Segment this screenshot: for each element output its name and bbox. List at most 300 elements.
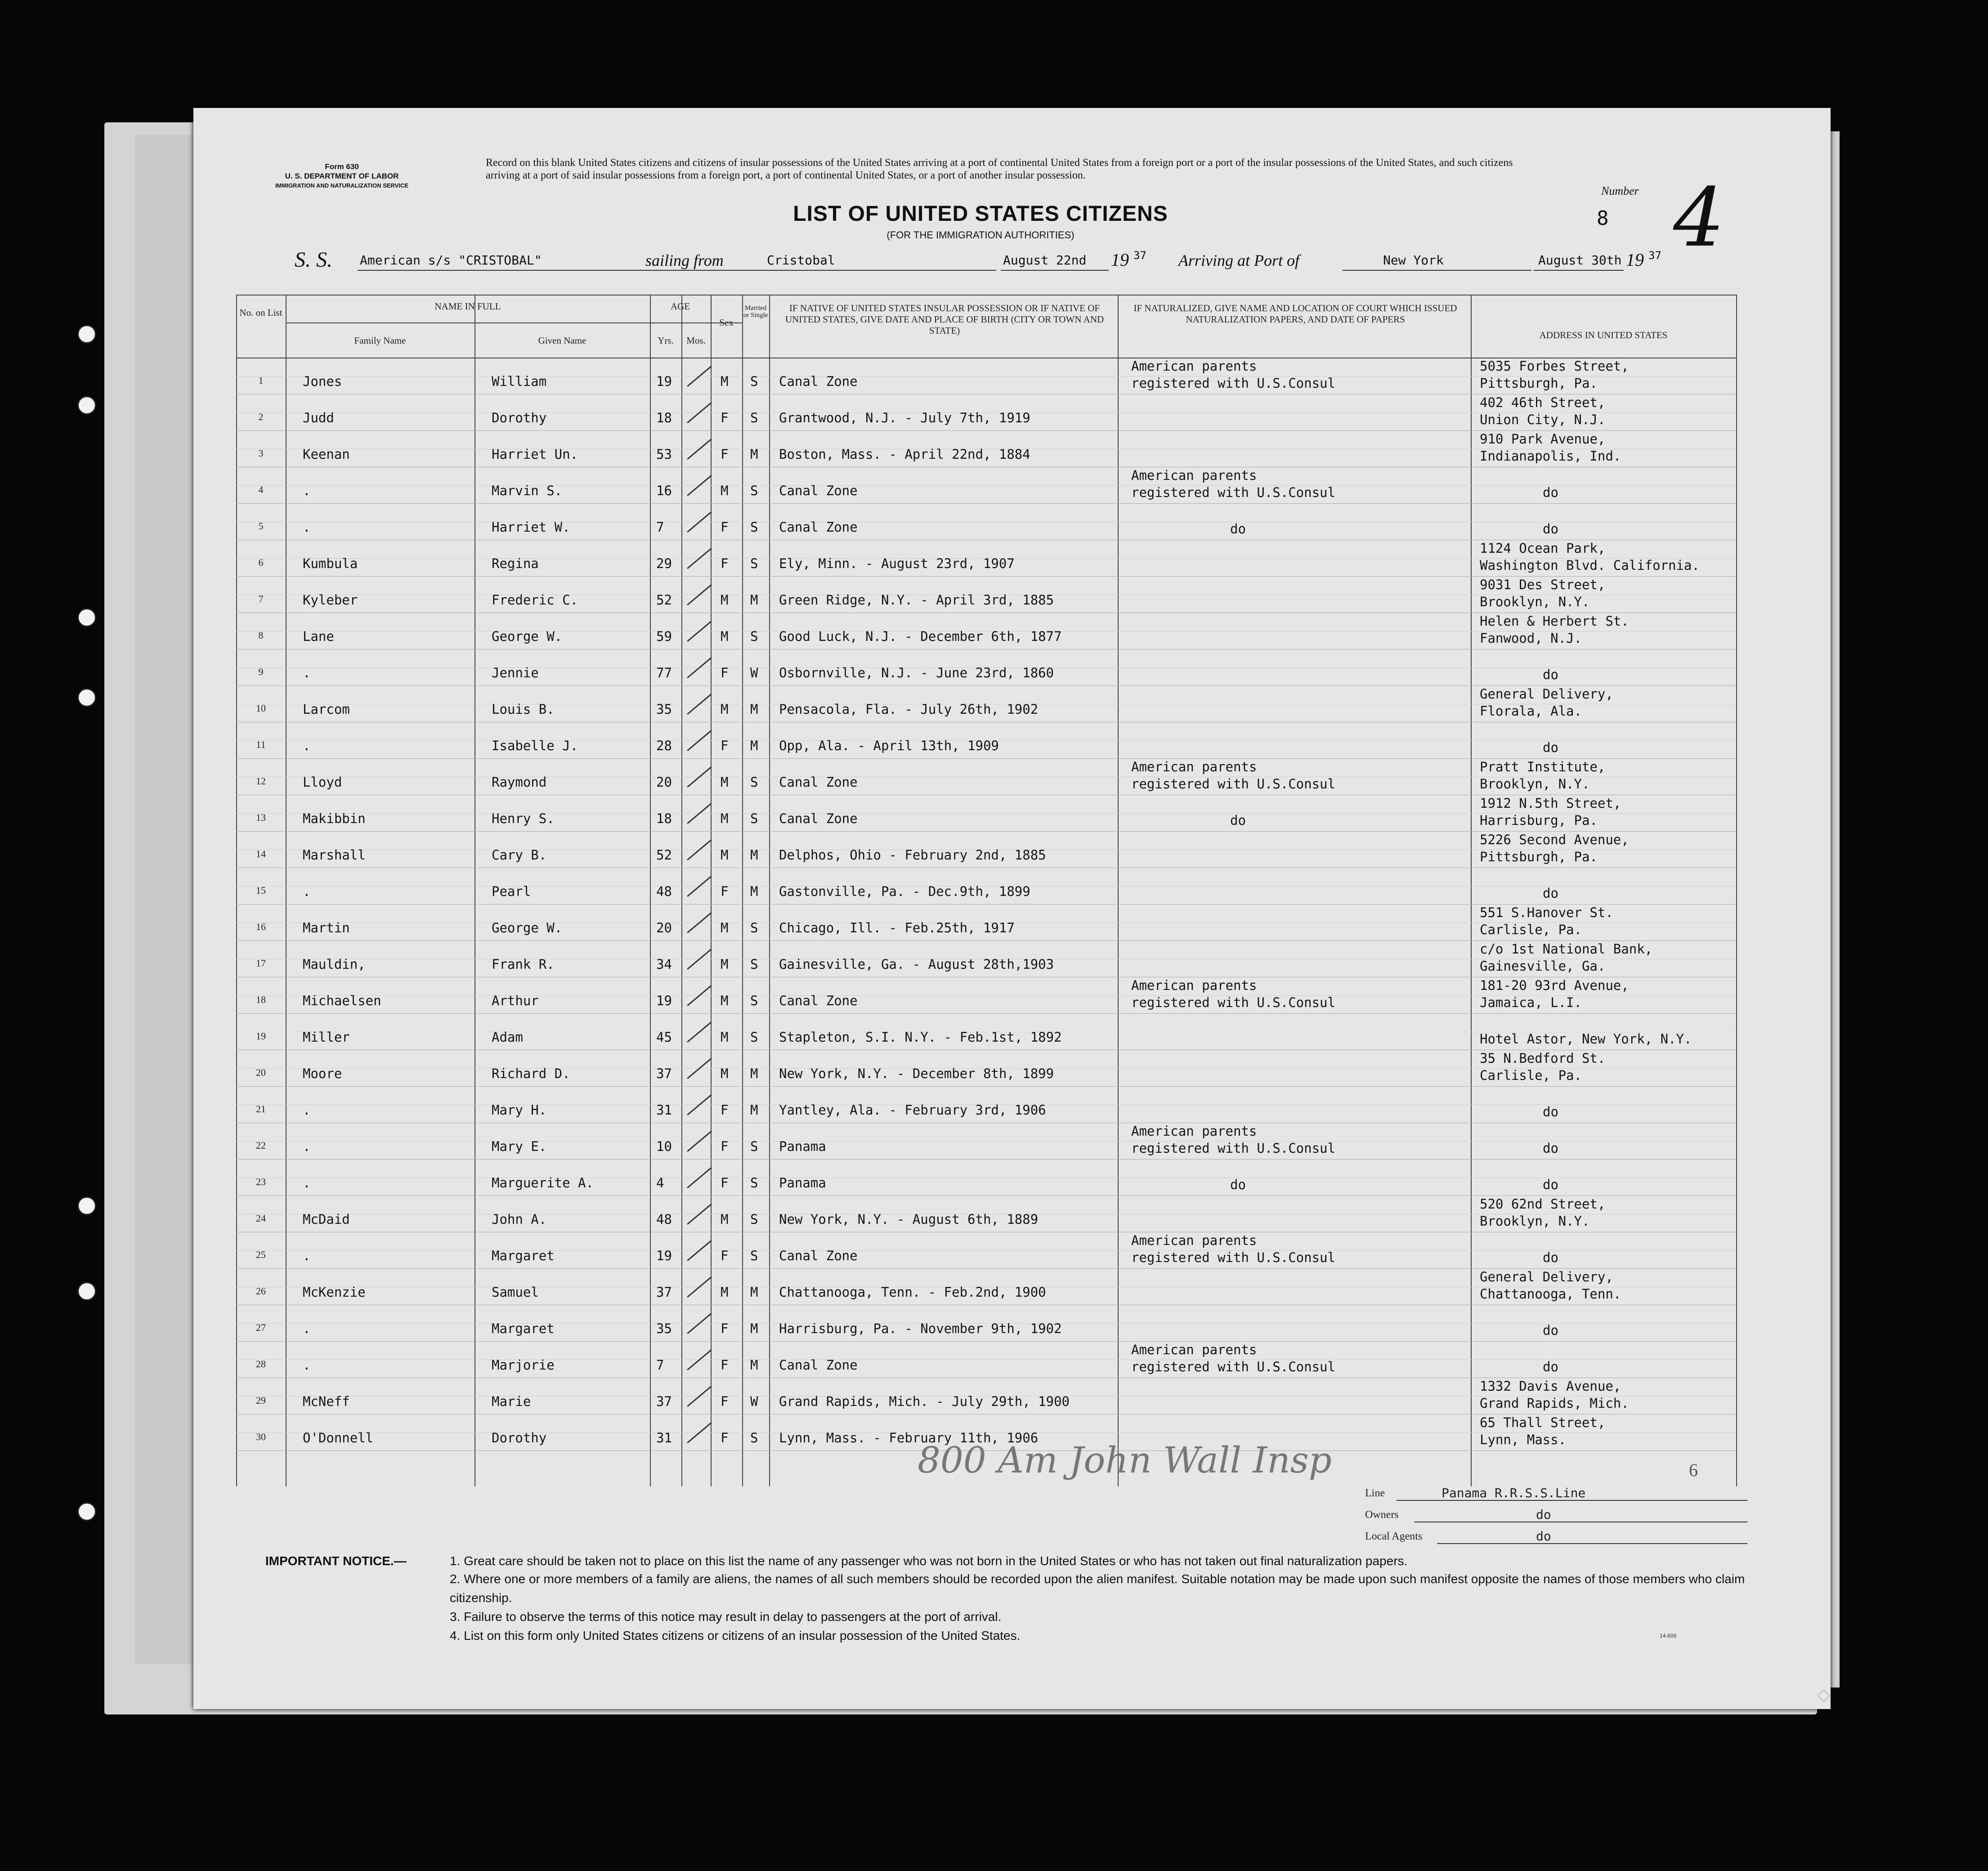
given-name: Pearl	[492, 884, 531, 899]
row-rule	[236, 685, 1736, 686]
row-number: 25	[256, 1249, 266, 1260]
row-number: 7	[258, 593, 264, 604]
age-years: 59	[656, 629, 672, 644]
marital-status: W	[750, 665, 758, 680]
marital-status: M	[750, 884, 758, 899]
given-name: Marvin S.	[492, 483, 563, 498]
sex: F	[721, 410, 729, 425]
col-yrs: Yrs.	[658, 335, 674, 346]
family-name: .	[303, 1139, 311, 1154]
naturalization-line2: registered with U.S.Consul	[1131, 485, 1335, 500]
row-number: 15	[256, 885, 266, 896]
given-name: Marguerite A.	[492, 1175, 594, 1191]
address-line2: Fanwood, N.J.	[1480, 631, 1582, 646]
row-number: 21	[256, 1103, 266, 1115]
birth-place-date: Pensacola, Fla. - July 26th, 1902	[779, 702, 1039, 717]
row-number: 16	[256, 921, 266, 932]
departure-year: 37	[1133, 249, 1146, 262]
birth-place-date: Canal Zone	[779, 1357, 858, 1373]
given-name: Margaret	[492, 1321, 555, 1336]
given-name: Mary H.	[492, 1102, 547, 1118]
row-rule	[236, 576, 1736, 577]
sex: F	[721, 447, 729, 462]
age-years: 52	[656, 592, 672, 608]
family-name: Lane	[303, 629, 334, 644]
sex: F	[721, 1102, 729, 1118]
departure-port: Cristobal	[767, 253, 835, 268]
row-rule	[236, 430, 1736, 431]
arrival-date: August 30th	[1538, 253, 1622, 268]
birth-place-date: Canal Zone	[779, 993, 858, 1008]
row-number: 22	[256, 1140, 266, 1151]
marital-status: S	[750, 410, 758, 425]
family-name: Keenan	[303, 447, 350, 462]
marital-status: M	[750, 1357, 758, 1373]
family-name: Marshall	[303, 847, 366, 863]
sex: M	[721, 1285, 729, 1300]
page-mark: 6	[1689, 1460, 1698, 1480]
family-name: .	[303, 1357, 311, 1373]
age-years: 48	[656, 1212, 672, 1227]
sex: F	[721, 1139, 729, 1154]
sex: F	[721, 1430, 729, 1446]
address-line2: do	[1543, 667, 1558, 682]
row-number: 9	[258, 666, 264, 677]
naturalization-line2: registered with U.S.Consul	[1131, 1359, 1335, 1374]
row-rule	[236, 758, 1736, 759]
naturalization-line2: registered with U.S.Consul	[1131, 1250, 1335, 1265]
row-number: 29	[256, 1395, 266, 1406]
family-name: .	[303, 519, 311, 535]
family-name: .	[303, 1321, 311, 1336]
marital-status: M	[750, 1285, 758, 1300]
birth-place-date: Chicago, Ill. - Feb.25th, 1917	[779, 920, 1015, 936]
row-number: 26	[256, 1285, 266, 1297]
family-name: Moore	[303, 1066, 342, 1081]
address-line2: Pittsburgh, Pa.	[1480, 849, 1598, 864]
page-title: LIST OF UNITED STATES CITIZENS	[793, 202, 1168, 226]
punch-hole	[77, 1282, 96, 1301]
given-name: Marie	[492, 1394, 531, 1409]
address-line2: Grand Rapids, Mich.	[1480, 1396, 1629, 1411]
age-years: 20	[656, 920, 672, 936]
age-years: 34	[656, 957, 672, 972]
row-number: 4	[258, 484, 264, 495]
birth-place-date: Ely, Minn. - August 23rd, 1907	[779, 556, 1015, 571]
address-line1: 402 46th Street,	[1480, 395, 1606, 410]
family-name: Lloyd	[303, 774, 342, 790]
address-line2: do	[1543, 1141, 1558, 1156]
corner-mark: ◇	[1817, 1684, 1831, 1704]
age-years: 37	[656, 1066, 672, 1081]
family-name: Kyleber	[303, 592, 358, 608]
notice-item: 4. List on this form only United States citizens or citizens of an insular possession of the United States.	[450, 1629, 1021, 1643]
naturalization-line2: do	[1230, 1177, 1246, 1192]
family-name: Miller	[303, 1029, 350, 1045]
given-name: John A.	[492, 1212, 547, 1227]
age-years: 77	[656, 665, 672, 680]
departure-date: August 22nd	[1003, 253, 1087, 268]
marital-status: S	[750, 483, 758, 498]
owners-label: Owners	[1365, 1509, 1399, 1521]
address-line2: Washington Blvd. California.	[1480, 558, 1700, 573]
given-name: Adam	[492, 1029, 523, 1045]
given-name: Dorothy	[492, 1430, 547, 1446]
col-no: No. on List	[239, 307, 282, 318]
row-subrule	[236, 1250, 1736, 1251]
row-number: 12	[256, 775, 266, 787]
form-identifier	[265, 162, 418, 190]
address-line1: 65 Thall Street,	[1480, 1415, 1606, 1430]
marital-status: M	[750, 847, 758, 863]
agents-label: Local Agents	[1365, 1531, 1423, 1542]
family-name: .	[303, 483, 311, 498]
birth-place-date: Gastonville, Pa. - Dec.9th, 1899	[779, 884, 1030, 899]
marital-status: S	[750, 519, 758, 535]
address-line2: do	[1543, 485, 1558, 500]
sex: M	[721, 1066, 729, 1081]
age-years: 4	[656, 1175, 664, 1191]
given-name: Cary B.	[492, 847, 547, 863]
birth-place-date: Canal Zone	[779, 374, 858, 389]
address-line1: c/o 1st National Bank,	[1480, 941, 1653, 957]
sex: F	[721, 556, 729, 571]
number-label: Number	[1601, 184, 1639, 197]
address-line1: 9031 Des Street,	[1480, 577, 1606, 592]
age-years: 45	[656, 1029, 672, 1045]
birth-place-date: Osbornville, N.J. - June 23rd, 1860	[779, 665, 1054, 680]
notice-heading: IMPORTANT NOTICE.—	[265, 1554, 407, 1568]
address-line1: 910 Park Avenue,	[1480, 431, 1606, 447]
birth-place-date: Boston, Mass. - April 22nd, 1884	[779, 447, 1030, 462]
given-name: Regina	[492, 556, 539, 571]
owners-value: do	[1536, 1507, 1551, 1522]
row-number: 13	[256, 812, 266, 823]
marital-status: S	[750, 556, 758, 571]
given-name: Isabelle J.	[492, 738, 578, 753]
age-years: 37	[656, 1394, 672, 1409]
marital-status: S	[750, 374, 758, 389]
address-line1: 1124 Ocean Park,	[1480, 541, 1606, 556]
birth-place-date: New York, N.Y. - December 8th, 1899	[779, 1066, 1054, 1081]
row-number: 24	[256, 1213, 266, 1224]
sex: M	[721, 702, 729, 717]
given-name: Raymond	[492, 774, 547, 790]
birth-place-date: Canal Zone	[779, 774, 858, 790]
birth-place-date: Chattanooga, Tenn. - Feb.2nd, 1900	[779, 1285, 1046, 1300]
row-number: 2	[258, 411, 264, 422]
row-number: 10	[256, 703, 266, 714]
age-years: 28	[656, 738, 672, 753]
col-age: AGE	[670, 301, 690, 312]
family-name: Larcom	[303, 702, 350, 717]
address-line2: do	[1543, 1250, 1558, 1265]
birth-place-date: Lynn, Mass. - February 11th, 1906	[779, 1430, 1039, 1446]
age-years: 35	[656, 1321, 672, 1336]
address-line2: Carlisle, Pa.	[1480, 922, 1582, 937]
sex: M	[721, 811, 729, 826]
marital-status: S	[750, 1248, 758, 1263]
address-line2: Brooklyn, N.Y.	[1480, 594, 1590, 609]
row-rule	[236, 1341, 1736, 1342]
address-line2: Brooklyn, N.Y.	[1480, 776, 1590, 792]
birth-place-date: Harrisburg, Pa. - November 9th, 1902	[779, 1321, 1062, 1336]
sex: F	[721, 884, 729, 899]
age-years: 19	[656, 1248, 672, 1263]
sex: M	[721, 993, 729, 1008]
birth-place-date: Canal Zone	[779, 483, 858, 498]
row-rule	[236, 1268, 1736, 1269]
family-name: .	[303, 1248, 311, 1263]
family-name: .	[303, 738, 311, 753]
birth-place-date: Canal Zone	[779, 811, 858, 826]
family-name: Mauldin,	[303, 957, 366, 972]
top-instruction: Record on this blank United States citizens and citizens of insular possessions of the United States arriving at a port of continental United States from a foreign port or a port of the insular possessions of the United States, and such citizens arriving at a port of said insular possessions from a foreign port, a port of continental United States, or a port of another insular possession.	[486, 157, 1513, 181]
family-name: Martin	[303, 920, 350, 936]
age-years: 10	[656, 1139, 672, 1154]
naturalization-line2: registered with U.S.Consul	[1131, 776, 1335, 792]
given-name: Dorothy	[492, 410, 547, 425]
age-years: 29	[656, 556, 672, 571]
sex: M	[721, 374, 729, 389]
naturalization-line1: American parents	[1131, 468, 1257, 483]
sex: M	[721, 1212, 729, 1227]
address-line1: 35 N.Bedford St.	[1480, 1051, 1606, 1066]
punch-hole	[77, 1502, 96, 1521]
notice-item: 1. Great care should be taken not to place on this list the name of any passenger who was not born in the United States or who has not taken out final naturalization papers.	[450, 1554, 1408, 1568]
marital-status: S	[750, 1029, 758, 1045]
family-name: .	[303, 884, 311, 899]
address-line2: do	[1543, 1177, 1558, 1192]
year-prefix-depart: 19	[1111, 250, 1129, 270]
notice-item: 2. Where one or more members of a family are aliens, the names of all such members should be recorded upon the alien manifest. Suitable notation may be made upon such manifest opposite the names of those members who claim citizenship.	[450, 1572, 1745, 1605]
family-name: Makibbin	[303, 811, 366, 826]
naturalization-line1: American parents	[1131, 1123, 1257, 1139]
birth-place-date: Good Luck, N.J. - December 6th, 1877	[779, 629, 1062, 644]
col-married: Married or Single	[743, 304, 768, 319]
naturalization-line1: American parents	[1131, 759, 1257, 774]
age-years: 18	[656, 410, 672, 425]
given-name: Richard D.	[492, 1066, 570, 1081]
marital-status: S	[750, 1212, 758, 1227]
row-number: 23	[256, 1176, 266, 1187]
family-name: Kumbula	[303, 556, 358, 571]
given-name: George W.	[492, 920, 563, 936]
sex: F	[721, 519, 729, 535]
birth-place-date: Grantwood, N.J. - July 7th, 1919	[779, 410, 1030, 425]
sex: M	[721, 1029, 729, 1045]
sex: F	[721, 738, 729, 753]
given-name: Jennie	[492, 665, 539, 680]
birth-place-date: Canal Zone	[779, 519, 858, 535]
address-line2: Union City, N.J.	[1480, 412, 1606, 427]
row-rule	[236, 1013, 1736, 1014]
marital-status: M	[750, 1102, 758, 1118]
address-line2: Florala, Ala.	[1480, 703, 1582, 719]
row-number: 14	[256, 848, 266, 859]
sailing-label: sailing from	[645, 251, 724, 269]
family-name: Jones	[303, 374, 342, 389]
marital-status: S	[750, 1175, 758, 1191]
row-number: 19	[256, 1030, 266, 1042]
notice-item: 3. Failure to observe the terms of this notice may result in delay to passengers at the port of arrival.	[450, 1610, 1002, 1624]
address-line1: 181-20 93rd Avenue,	[1480, 978, 1629, 993]
row-rule	[236, 1086, 1736, 1087]
birth-place-date: Panama	[779, 1139, 826, 1154]
address-line2: do	[1543, 886, 1558, 901]
age-years: 19	[656, 993, 672, 1008]
given-name: George W.	[492, 629, 563, 644]
family-name: .	[303, 665, 311, 680]
sex: M	[721, 774, 729, 790]
marital-status: M	[750, 738, 758, 753]
birth-place-date: Stapleton, S.I. N.Y. - Feb.1st, 1892	[779, 1029, 1062, 1045]
age-years: 16	[656, 483, 672, 498]
form-number: Form 630	[325, 162, 359, 171]
col-given-name: Given Name	[538, 335, 587, 346]
age-years: 37	[656, 1285, 672, 1300]
voyage-line	[295, 247, 1779, 274]
sex: F	[721, 1321, 729, 1336]
sex: M	[721, 920, 729, 936]
marital-status: M	[750, 447, 758, 462]
address-line1: 551 S.Hanover St.	[1480, 905, 1613, 920]
sex: F	[721, 665, 729, 680]
owners-field	[1365, 1507, 1551, 1522]
birth-place-date: New York, N.Y. - August 6th, 1889	[779, 1212, 1039, 1227]
row-rule	[236, 940, 1736, 941]
address-line1: 5226 Second Avenue,	[1480, 832, 1629, 847]
sex: M	[721, 847, 729, 863]
marital-status: S	[750, 920, 758, 936]
arriving-label: Arriving at Port of	[1178, 251, 1299, 269]
address-line2: do	[1543, 1104, 1558, 1119]
address-line1: General Delivery,	[1480, 686, 1613, 702]
handwritten-number: 4	[1673, 171, 1725, 265]
address-line2: Lynn, Mass.	[1480, 1432, 1567, 1447]
punch-hole	[77, 688, 96, 707]
department: U. S. DEPARTMENT OF LABOR	[285, 172, 399, 180]
sex: M	[721, 629, 729, 644]
sex: F	[721, 1175, 729, 1191]
address-line1: Helen & Herbert St.	[1480, 613, 1629, 629]
address-line2: do	[1543, 1359, 1558, 1374]
row-number: 30	[256, 1431, 266, 1442]
given-name: Frank R.	[492, 957, 555, 972]
address-line2: Indianapolis, Ind.	[1480, 448, 1621, 464]
row-number: 6	[258, 557, 264, 568]
birth-place-date: Opp, Ala. - April 13th, 1909	[779, 738, 999, 753]
sex: M	[721, 592, 729, 608]
birth-place-date: Yantley, Ala. - February 3rd, 1906	[779, 1102, 1046, 1118]
col-sex: Sex	[719, 317, 734, 328]
col-birth: IF NATIVE OF UNITED STATES INSULAR POSSESSION OR IF NATIVE OF UNITED STATES, GIVE DATE AND PLACE OF BIRTH (CITY OR TOWN AND STATE)	[785, 303, 1104, 336]
family-name: O'Donnell	[303, 1430, 374, 1446]
marital-status: M	[750, 1066, 758, 1081]
marital-status: S	[750, 774, 758, 790]
bottom-print-code: 14-608	[1660, 1633, 1677, 1639]
row-subrule	[236, 485, 1736, 486]
punch-hole	[77, 1196, 96, 1215]
punch-hole	[77, 608, 96, 627]
address-line1: General Delivery,	[1480, 1269, 1613, 1285]
row-rule	[236, 831, 1736, 832]
punch-hole	[77, 325, 96, 344]
row-number: 18	[256, 994, 266, 1005]
address-line2: do	[1543, 740, 1558, 755]
naturalization-line1: American parents	[1131, 1342, 1257, 1357]
given-name: William	[492, 374, 547, 389]
address-line2: Chattanooga, Tenn.	[1480, 1286, 1621, 1302]
line-value: Panama R.R.S.S.Line	[1442, 1486, 1586, 1500]
given-name: Frederic C.	[492, 592, 578, 608]
inspector-signature: 800 Am John Wall Insp	[918, 1439, 1332, 1481]
naturalization-line2: do	[1230, 813, 1246, 828]
col-naturalized: IF NATURALIZED, GIVE NAME AND LOCATION OF COURT WHICH ISSUED NATURALIZATION PAPERS, AND DATE OF PAPERS	[1133, 303, 1457, 325]
age-years: 52	[656, 847, 672, 863]
age-years: 7	[656, 519, 664, 535]
birth-place-date: Canal Zone	[779, 1248, 858, 1263]
sex: F	[721, 1394, 729, 1409]
row-number: 11	[256, 739, 266, 750]
sex: F	[721, 1248, 729, 1263]
given-name: Mary E.	[492, 1139, 547, 1154]
family-name: .	[303, 1102, 311, 1118]
family-name: Judd	[303, 410, 334, 425]
row-rule	[236, 503, 1736, 504]
ship-name: American s/s "CRISTOBAL"	[360, 253, 542, 268]
marital-status: M	[750, 1321, 758, 1336]
age-years: 19	[656, 374, 672, 389]
service: IMMIGRATION AND NATURALIZATION SERVICE	[275, 182, 409, 189]
address-line2: do	[1543, 521, 1558, 537]
col-family-name: Family Name	[354, 335, 406, 346]
address-line1: 1912 N.5th Street,	[1480, 796, 1621, 811]
age-years: 31	[656, 1430, 672, 1446]
sex: M	[721, 483, 729, 498]
address-line1: 5035 Forbes Street,	[1480, 358, 1629, 374]
punch-hole	[77, 396, 96, 415]
given-name: Arthur	[492, 993, 539, 1008]
family-name: McKenzie	[303, 1285, 366, 1300]
birth-place-date: Panama	[779, 1175, 826, 1191]
age-years: 18	[656, 811, 672, 826]
agents-value: do	[1536, 1529, 1551, 1544]
family-name: .	[303, 1175, 311, 1191]
binding-stub	[135, 135, 202, 1664]
col-name-in-full: NAME IN FULL	[434, 301, 501, 312]
page-subtitle: (FOR THE IMMIGRATION AUTHORITIES)	[887, 229, 1075, 241]
given-name: Louis B.	[492, 702, 555, 717]
marital-status: S	[750, 811, 758, 826]
arrival-year: 37	[1648, 249, 1661, 262]
row-number: 28	[256, 1358, 266, 1370]
arrival-port: New York	[1383, 253, 1444, 268]
family-name: McDaid	[303, 1212, 350, 1227]
naturalization-line2: registered with U.S.Consul	[1131, 1141, 1335, 1156]
address-line2: Harrisburg, Pa.	[1480, 813, 1598, 828]
marital-status: W	[750, 1394, 758, 1409]
age-years: 48	[656, 884, 672, 899]
row-number: 3	[258, 448, 264, 459]
address-line2: Pittsburgh, Pa.	[1480, 376, 1598, 391]
naturalization-line2: registered with U.S.Consul	[1131, 376, 1335, 391]
sex: F	[721, 1357, 729, 1373]
marital-status: S	[750, 993, 758, 1008]
row-number: 1	[258, 375, 264, 386]
age-years: 7	[656, 1357, 664, 1373]
marital-status: S	[750, 629, 758, 644]
